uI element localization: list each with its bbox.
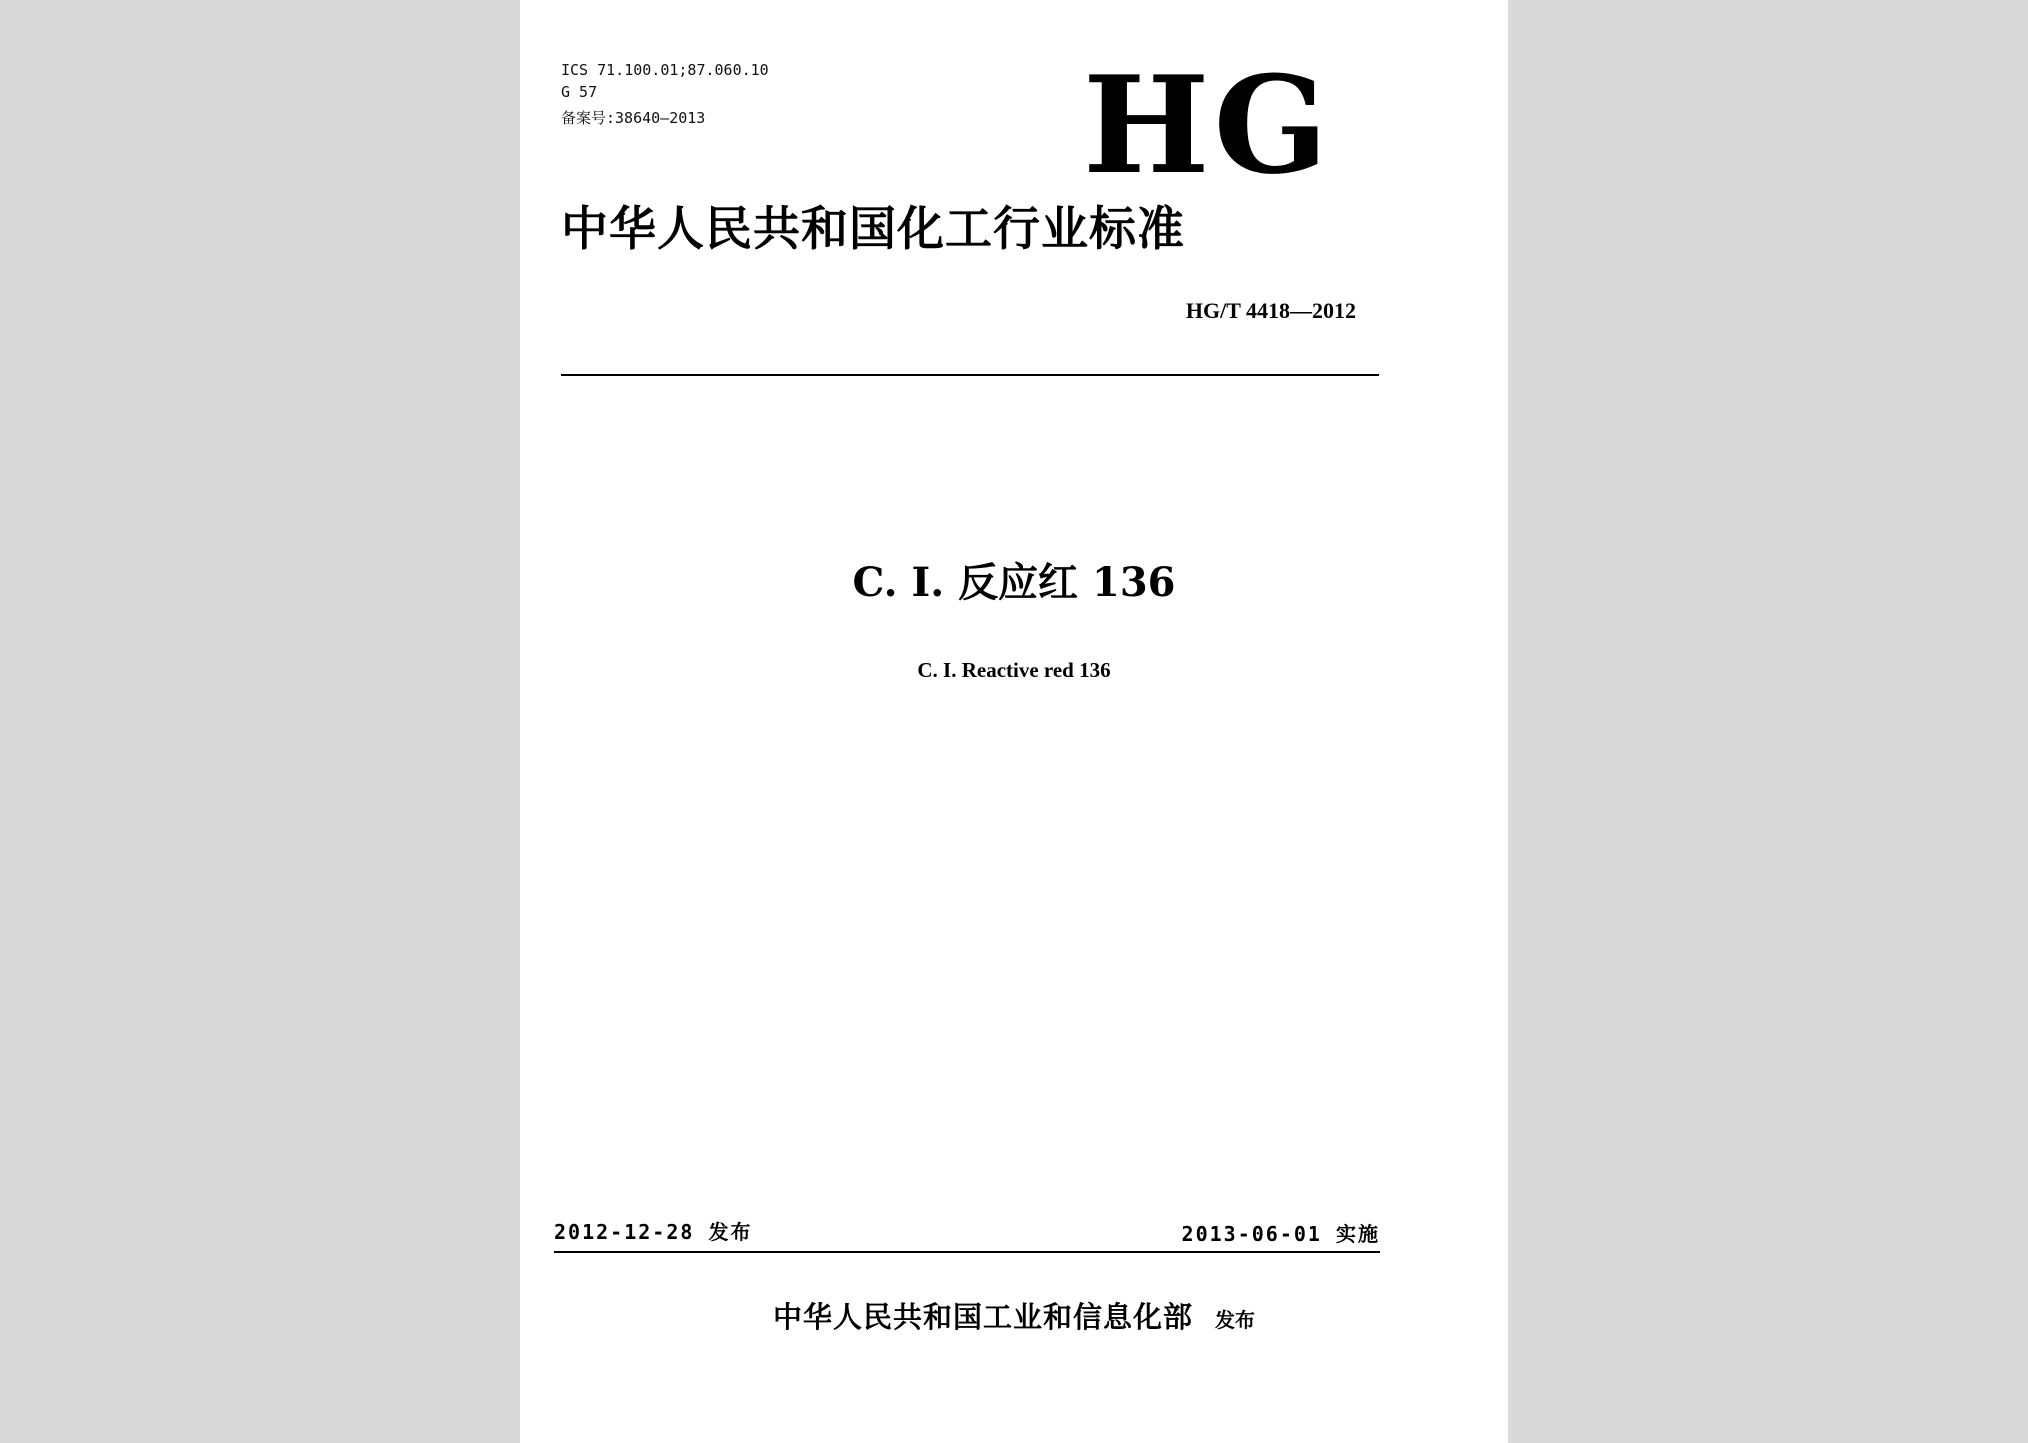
standard-title: 中华人民共和国化工行业标准 xyxy=(561,202,1185,257)
document-page xyxy=(520,0,1508,1443)
document-title-chinese: C. I. 反应红 136 xyxy=(852,559,1176,606)
top-divider xyxy=(561,374,1379,376)
document-title-english: C. I. Reactive red 136 xyxy=(917,658,1111,682)
standard-number: HG/T 4418—2012 xyxy=(1185,298,1356,323)
hg-logo: HG xyxy=(1082,46,1332,204)
publisher-line xyxy=(520,1300,1508,1334)
publisher-organization: 中华人民共和国工业和信息化部 xyxy=(772,1300,1193,1334)
implementation-date: 2013-06-01 实施 xyxy=(1181,1222,1380,1246)
record-number: 备案号:38640—2013 xyxy=(561,109,706,127)
publisher-suffix: 发布 xyxy=(1215,1308,1255,1332)
bottom-divider xyxy=(554,1251,1380,1253)
classification-code: G 57 xyxy=(561,83,598,101)
publish-date: 2012-12-28 发布 xyxy=(554,1220,753,1244)
ics-code: ICS 71.100.01;87.060.10 xyxy=(561,61,769,79)
